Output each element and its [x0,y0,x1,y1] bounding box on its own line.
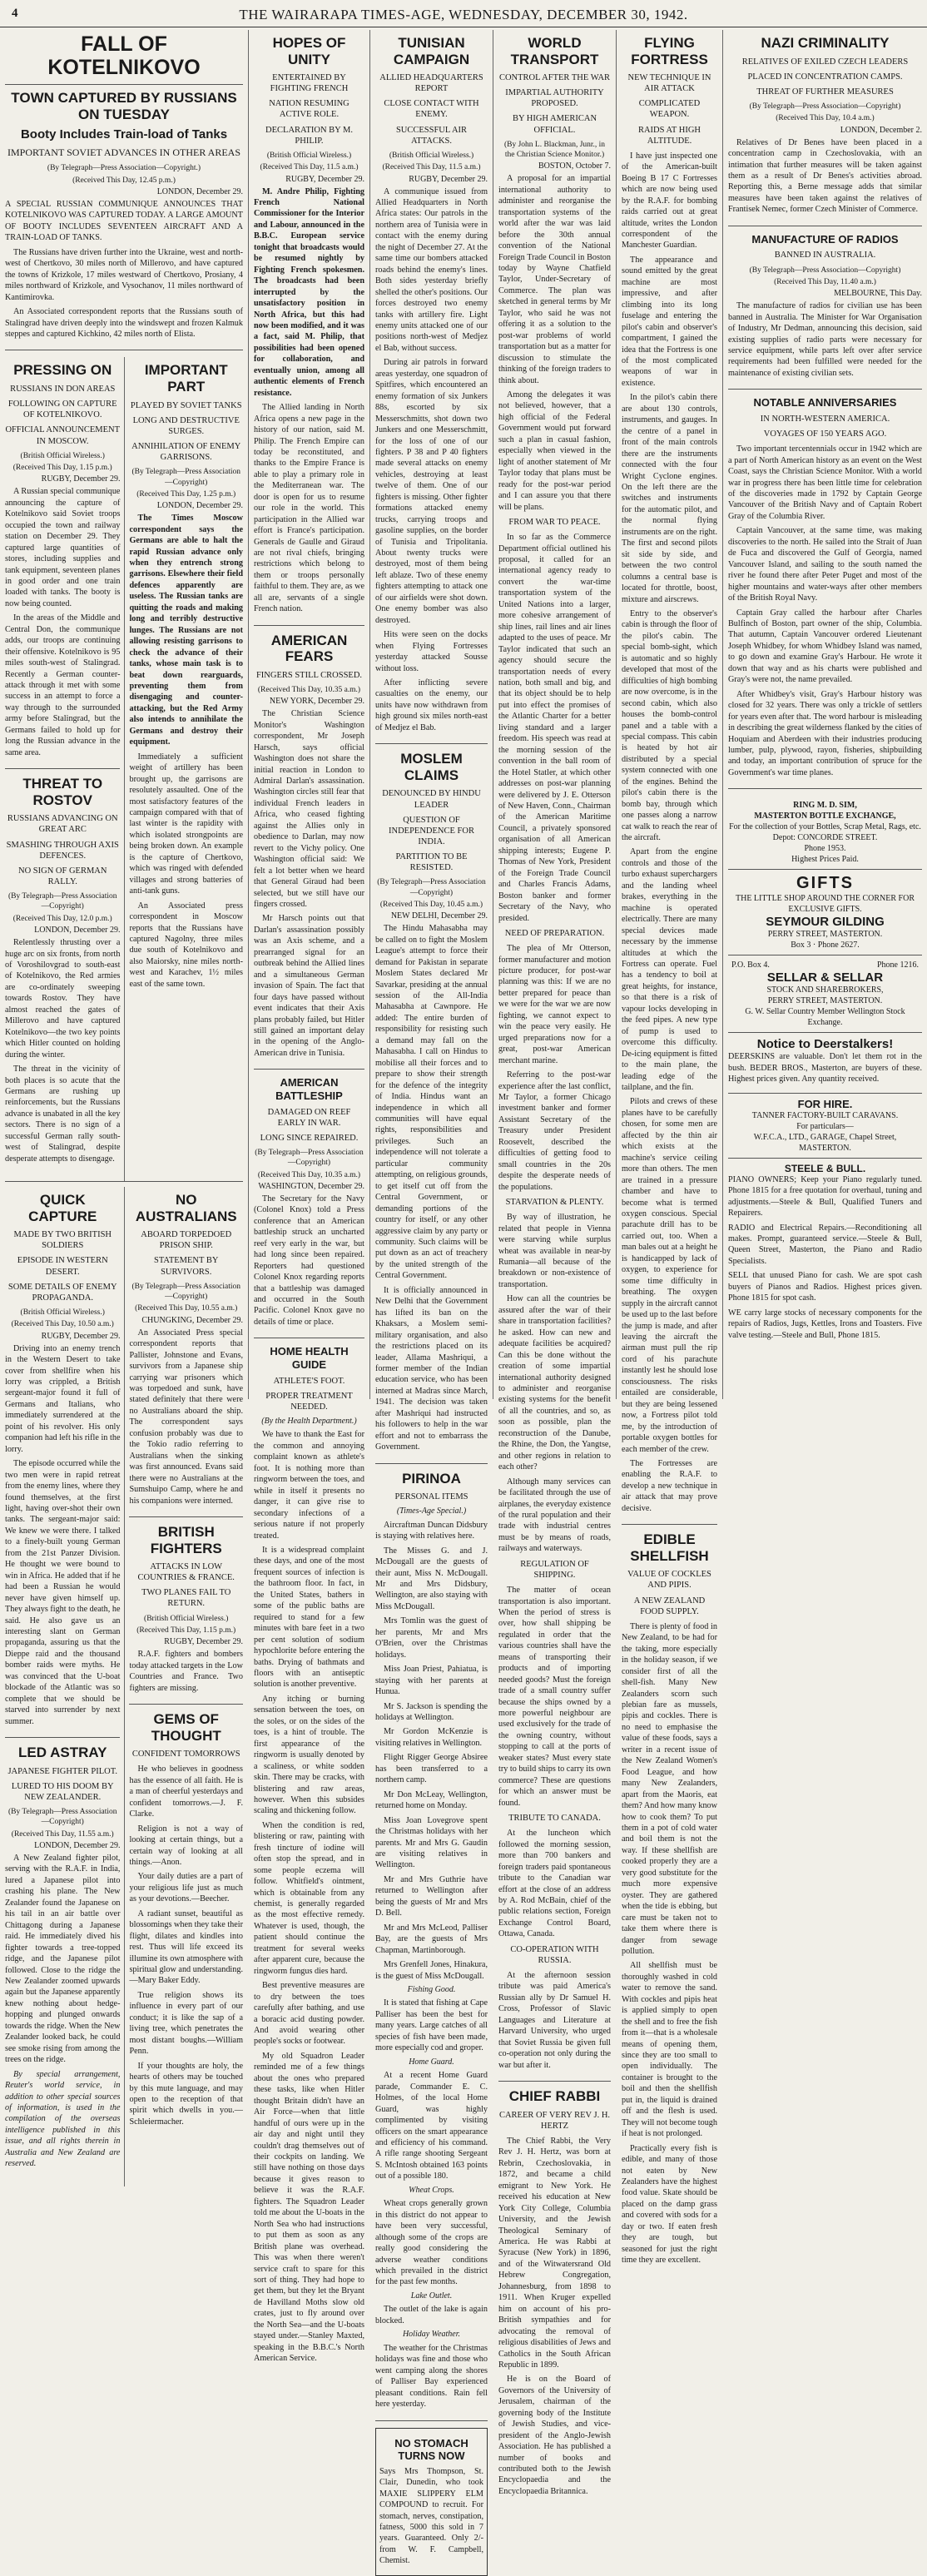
byline: (By the Health Department.) [261,1416,357,1426]
deck: SUCCESSFUL AIR ATTACKS. [395,125,468,146]
paragraph: Captain Vancouver, at the same time, was making discoveries to the north. He sailed into the Strait of Juan de Fuca and discovered the Gulf of Georgia, named Vancouver Island, and sailing to the south named the river he found there after Peter Puget and most of the higher mountains and water-ways after other members of the British Royal Navy. [728,526,922,603]
credit: (British Official Wireless.) [20,1308,105,1317]
headline: MOSLEM CLAIMS [400,751,463,783]
deck: JAPANESE FIGHTER PILOT. [7,1766,118,1776]
column-6 [616,30,722,2266]
received: (Received This Day, 12.0 p.m.) [12,914,112,923]
deck: LONG AND DESTRUCTIVE SURGES. [132,415,240,436]
headline: HOME HEALTH GUIDE [270,1345,349,1371]
ad-line: G. W. Sellar Country Member Wellington Stock Exchange. [745,1007,905,1028]
page-number: 4 [12,7,18,20]
paragraph: Two important tercentennials occur in 1942 which are a part of North American history as an event on the West Coast, says the Christian Science Monitor. With a world war in progress there has been little time for celebration of the discoveries made in 1792 by Captain George Vancouver of the British Navy and of Captain Robert Gray of the Columbia River. [728,444,922,521]
deck: VOYAGES OF 150 YEARS AGO. [763,429,887,439]
ad-line: STOCK AND SHAREBROKERS, [766,985,884,995]
deck: CLOSE CONTACT WITH ENEMY. [384,99,479,120]
dateline: RUGBY, December 29. [41,1331,121,1341]
masthead [0,0,927,27]
credit: (By Telegraph—Press Association—Copyright) [377,878,486,897]
subhead: FROM WAR TO PEACE. [508,518,601,527]
ad-line: SELLAR & SELLAR [766,970,884,985]
ad-deerstalkers [728,1033,922,1093]
column-1 [0,30,248,2169]
deck: RUSSIANS ADVANCING ON GREAT ARC [7,814,118,835]
deck: Booty Includes Train-load of Tanks [20,127,228,142]
dateline: RUGBY, December 29. [41,474,121,484]
dateline: LONDON, December 29. [156,187,243,197]
credit: (By Telegraph—Press Association—Copyright) [749,102,901,111]
ad-line: SEYMOUR GILDING [766,915,885,930]
paragraph: Mr Gordon McKenzie is visiting relatives in Wellington. [375,1727,488,1748]
paragraph: My old Squadron Leader reminded me of a few things about the ones who prepared these tasks, like when Hitler thought Britain didn't have an Air Force—when that little handful of ours were up in the air day and night until they couldn't drag themselves out of their cockpits on landing. We still have nothing on those days because it gives reason to believe it was the R.A.F. fighters. The Squadron Leader told me about the U-boats in the North Sea who had instructions to put them as soon as any British plane was overhead. This was when there weren't service craft to spare for this sort of thing. They had hope to get them, but they let the Bryant de Havilland Moths slow old crates, just to fly around over the North Sea—and the U-boats stayed under.—Stanley Maxted, speaking in the B.B.C.'s North American Service. [254,2051,364,2364]
sub-column-right [125,357,243,1181]
deck: ATTACKS IN LOW COUNTRIES & FRANCE. [137,1562,235,1583]
subhead: NEED OF PREPARATION. [504,928,605,938]
subhead: STARVATION & PLENTY. [505,1198,604,1208]
article-world-transport [498,35,611,2082]
received: (Received This Day, 10.35 a.m.) [257,1170,361,1179]
article-american-fears [254,633,364,1070]
paragraph: A radiant sunset, beautiful as blossomings when they take their flight, dilates and kindles into rest. Thus will life exceed its illumine its own atmosphere with spiritual glow and understanding.—Mary Baker Eddy. [129,1908,243,1986]
column-3 [248,30,369,2364]
paragraph: The Misses G. and J. McDougall are the guests of their aunt, Miss N. McDougall. Mr and Mrs Didsbury, Wellington, are also staying with Miss McDougall. [375,1546,488,1611]
article-home-health-guide [254,1345,364,2374]
dateline: NEW DELHI, December 29. [390,911,488,921]
paragraph: When the condition is red, blistering or raw, painting with fresh tincture of iodine will often stop the spread, and in some people eczema will follow. Whitfield's ointment, which is obtainable from any chemist, is generally regarded as the most effective remedy. Whatever is used, though, the patient should continue the treatment for several weeks after apparent cure, because the ringworm fungus dies hard. [254,1820,364,1976]
article-notable-anniversaries [728,396,922,789]
subhead: CO-OPERATION WITH RUSSIA. [510,1944,599,1965]
headline: CHIEF RABBI [508,2088,601,2105]
dateline: RUGBY, December 29. [285,174,364,184]
deck: LURED TO HIS DOOM BY NEW ZEALANDER. [11,1781,114,1802]
ad-sellar [728,955,922,1033]
credit: (British Official Wireless.) [20,451,105,460]
dateline: LONDON, December 2. [840,125,922,135]
deck: RUSSIANS IN DON AREAS [10,385,116,395]
headline: GEMS OF THOUGHT [151,1711,221,1744]
received: (Received This Day, 11.5 a.m.) [260,163,359,172]
deck: A NEW ZEALAND FOOD SUPPLY. [633,1596,706,1616]
paragraph: In the pilot's cabin there are about 130 controls, instruments, and gauges. In the centre of a panel in front of the main controls there are the instruments connected with the four Wright Cyclone engines. On the left there are the switches and instruments for the automatic pilot, and the normal flying instruments are on the right. The first and second pilots sit side by side, and between the two control columns a central base is located for throttle, boost, mixture and airscrews. [622,393,717,604]
paragraph: After Whidbey's visit, Gray's Harbour history was closed for 32 years. There was only a trickle of settlers for years even after that. The word harbour is misleading in describing the great wilderness flanked by the cities of Hoquiam and Aberdeen with their industries producing lumber, pulp, plywood, rayon, fisheries, shipbuilding and today, an important contribution of spruce for the Government's war time planes. [728,689,922,777]
sub-column-right [125,1187,243,2186]
deck: DAMAGED ON REEF EARLY IN WAR. [267,1107,351,1128]
paragraph: At a recent Home Guard parade, Commander E. C. Holmes, of the local Home Guard, was highly complimented by visiting officers on the smart appearance and efficiency of his command. A rifle range shooting Sergeant S. McIntosh obtained 163 points out of a possible 180. [375,2071,488,2181]
paragraph: The Secretary for the Navy (Colonel Knox) told a Press conference that an American battleship struck an uncharted reef very early in the war, but had long since been repaired. Reporters had questioned Colonel Knox regarding reports that a battleship was damaged and occurred in the South Pacific. Colonel Knox gave no details of time or place. [254,1194,364,1327]
ad-line: Highest Prices Paid. [791,855,859,865]
paragraph: The threat in the vicinity of both places is so acute that the Germans are rushing up reinforcements, but the Russians advance is unabated in all the key sectors. There is no sign of a successful German rally south-west of Stalingrad, despite desperate attempts to disengage. [5,1065,121,1164]
deck: FOLLOWING ON CAPTURE OF KOTELNIKOVO. [7,400,117,420]
reserved-note: By special arrangement, Reuter's world service, in addition to other special sources of information, is used in the compilation of the overseas intelligence published in this issue, and all rights therein in Australia and New Zealand are reserved. [5,2069,121,2169]
ad-line: For particulars— [796,1121,854,1131]
ad-line [728,960,922,970]
deck: NATION RESUMING ACTIVE ROLE. [269,99,349,120]
deck: LONG SINCE REPAIRED. [260,1133,359,1143]
headline: BRITISH FIGHTERS [150,1524,222,1556]
deck: IMPORTANT SOVIET ADVANCES IN OTHER AREAS [7,146,240,159]
paragraph: Referring to the post-war experience after the last conflict, Mr Taylor, a former Chicago investment banker and former Assistant Secretary of the Treasury under President Roosevelt, described the difficulties of getting food to small countries in the 20s despite the desperate needs of the populations. [498,1070,611,1192]
paragraph: Mrs Grenfell Jones, Hinakura, is the guest of Miss McDougall. [375,1960,488,1981]
paragraph: The Fortresses are enabling the R.A.F. to develop a new technique in air attack that may prove decisive. [622,1458,717,1513]
received: (Received This Day, 10.35 a.m.) [257,685,361,694]
column-7 [722,30,927,1399]
deck: BANNED IN AUSTRALIA. [774,251,876,261]
deck: QUESTION OF INDEPENDENCE FOR INDIA. [389,815,474,846]
ad-headline: NO STOMACH TURNS NOW [394,2436,468,2463]
article-gems-of-thought [129,1711,243,2137]
credit: (British Official Wireless.) [266,151,352,160]
deck: PLACED IN CONCENTRATION CAMPS. [747,72,903,82]
headline: PIRINOA [402,1470,461,1487]
ad-line: THE LITTLE SHOP AROUND THE CORNER FOR EXCLUSIVE GIFTS. [735,894,915,915]
deck: ATHLETE'S FOOT. [273,1376,345,1386]
paragraph: At the afternoon session tribute was paid America's Russian ally by Dr Samuel H. Cross, Professor of Slavic Languages and Literature at Harvard University, who urged that Soviet Russia be given full co-operation not only during the war but after it. [498,1971,611,2070]
deck: STATEMENT BY SURVIVORS. [154,1256,219,1277]
credit: (By John L. Blackman, Junr., in the Christian Science Monitor.) [503,140,606,160]
deck: TOWN CAPTURED BY RUSSIANS ON TUESDAY [11,90,237,122]
ad-line: Depot: CONCORDE STREET. [772,833,878,843]
paragraph: All shellfish must be thoroughly washed in cold water to remove the sand. With cockles and pipis heat is applied simply to open the shell and to free the fish from it—that is a wholesale means of opening them, since they are too small to open individually. The container is brought to the boil and then the shellfish put in, the liquid is drained off and the flesh is used. They will not become tough if heat is not prolonged. [622,1961,717,2139]
paragraph: Wheat crops generally grown in this district do not appear to have been very successful, although some of the crops are really good considering the adverse weather conditions which prevailed in the district for the past few months. [375,2199,488,2287]
deck: FINGERS STILL CROSSED. [255,670,363,680]
deck: ENTERTAINED BY FIGHTING FRENCH [270,73,349,94]
ad-line: Box 3 · Phone 2627. [791,941,860,950]
article-edible-shellfish [622,1531,717,2276]
deck: ABOARD TORPEDOED PRISON SHIP. [141,1230,232,1251]
paragraph: The outlet of the lake is again blocked. [375,2305,488,2325]
deck: CONFIDENT TOMORROWS [131,1750,240,1760]
article-led-astray [5,1745,120,2180]
deck: ANNIHILATION OF ENEMY GARRISONS. [131,441,241,463]
dateline: CHUNGKING, December 29. [141,1315,243,1325]
paragraph: After inflicting severe casualties on the enemy, our units have now withdrawn from high ground six miles north-east of Medjez el Bab. [375,678,488,732]
deck: NO SIGN OF GERMAN RALLY. [18,866,107,886]
headline: AMERICAN BATTLESHIP [275,1076,343,1102]
paragraph: The plea of Mr Otterson, former manufacturer and motion picture producer, for post-war planning was this: If we are no better prepared for peace than we were for the war we are now fighting, we cannot expect to win the peace very easily. He urged preparations now for a great, post-war American merchant marine. [498,944,611,1065]
paragraph: Although many services can be facilitated through the use of airplanes, the everyday existence of the rural population and their trade with industrial centres must be by means of roads, railways and waterways. [498,1477,611,1554]
ad-phone: Phone 1216. [877,960,919,970]
credit: (By Telegraph—Press Association—Copyright) [7,892,117,911]
subhead: Lake Outlet. [410,2291,453,2301]
headline: HOPES OF UNITY [272,35,346,67]
paragraph: Captain Gray called the harbour after Charles Bulfinch of Boston, part owner of the ship, Columbia. That autumn, Captain Vancouver ordered Lieutenant Joseph Whidbey, for whom Whidbey Island was named, to go down and examine Gray's Harbour. He wrote it down that way and as his charts were published and Gray's were not, the name prevailed. [728,608,922,685]
paragraph: In the areas of the Middle and Central Don, the communique adds, our troops are continuing their offensive. Kotelnikovo is 95 miles south-west of Stalingrad. Recently a German counter-attack through it met with some success in an attempt to force a way through to the surrounded army before Stalingrad, but the Germans failed to hold up for long the Russian advance in the same area. [5,613,121,757]
ad-text: WE carry large stocks of necessary components for the repairs of Radios, Jugs, Kettles, Irons and Toasters. Five valve testing.—Steele and Bull, Phone 1815. [728,1308,922,1340]
received: (Received This Day, 10.55 a.m.) [135,1304,238,1313]
ad-text: DEERSKINS are valuable. Don't let them rot in the bush. BEDER BROS., Masterton, are buyers of these. Highest prices given. Any quantity received. [728,1052,922,1085]
column-5 [493,30,616,2496]
paragraph: We have to thank the East for the common and annoying complaint known as athlete's foot. It is nothing more than ringworm between the toes, and while in itself it presents no danger, it can give rise to secondary infections of a serious nature if not properly treated. [254,1430,364,1541]
headline: FALL OF KOTELNIKOVO [47,32,201,79]
ad-bottle-exchange [728,796,922,870]
article-british-fighters [129,1524,243,1705]
paragraph: The appearance and sound emitted by the great machine are most impressive, and after climbing into its long fuselage and entering the pilot's cabin and observer's compartment, I gained the idea that the Fortress is one of the most complicated weapons of war in existence. [622,255,717,388]
headline: TUNISIAN CAMPAIGN [393,35,470,67]
deck: SOME DETAILS OF ENEMY PROPAGANDA. [7,1282,117,1303]
paragraph: The Times Moscow correspondent says the Germans are able to halt the rapid Russian advance only when they entrench strong garrisons. Elsewhere their field defences apparently are useless. The Russian tanks are quitting the roads and making long and terribly destructive lunges. The Russians are not allowing resisting garrisons to check the advance of their tanks, whose main task is to beat down rearguards, preventing them from disengaging and counter-attacking, but the Red Army also intends to annihilate the Germans and destroy their equipment. [129,514,243,747]
deck: PERSONAL ITEMS [394,1492,468,1502]
paragraph: Driving into an enemy trench in the Western Desert to take cover from shellfire when his lorry was crippled, a British sergeant-major found it full of Germans and Italians, who immediately surrendered at the point of his revolver. His only companion had left his rifle in the lorry. [5,1343,121,1454]
article-no-australians [129,1192,243,1517]
dateline: LONDON, December 29. [156,501,243,511]
ad-text: SELL that unused Piano for cash. We are spot cash buyers of Pianos and Radios. Highest prices given. Phone 1815 for spot cash. [728,1271,922,1303]
byline: (Times-Age Special.) [396,1506,467,1516]
paragraph: The manufacture of radios for civilian use has been banned in Australia. The Minister for War Organisation of Industry, Mr Dedman, announcing this decision, said existing supplies of radio parts were necessary for service equipment, while parts left over after service requirements had been fulfilled were needed for the maintenance of existing civilian sets. [728,301,922,378]
dateline: RUGBY, December 29. [164,1637,243,1647]
ad-line: RING M. D. SIM, [793,801,857,811]
ad-line: W.F.C.A., LTD., GARAGE, Chapel Street, MASTERTON. [753,1132,897,1153]
paragraph: During air patrols in forward areas yesterday, one squadron of Spitfires, which encountered an enemy formation of six Junkers 88s, escorted by six Messerschmitts, shot down two Junkers and one Messerschmitt, for the loss of one of our fighters. P 38 and P 40 fighters made several attacks on enemy vehicles, destroying at least twelve of them. One of our fighters is missing. Other fighter formations attacked enemy trucks, carrying troops and gasoline supplies, on the border of Tunisia and Tripolitania. About twenty trucks were destroyed, most of them being left ablaze. Two of these enemy fighters attempting to attack one of our airfields were shot down. One enemy bomber was also destroyed. [375,358,488,625]
deck: NEW TECHNIQUE IN AIR ATTACK [627,73,711,94]
paragraph: If your thoughts are holy, the hearts of others may be touched by this mute language, and may open to the reception of that spirit which dwells in you.—Schleiermacher. [129,2061,243,2127]
ad-text: PIANO OWNERS; Keep your Piano regularly tuned. Phone 1815 for a free quotation for overhaul, tuning and adjustments.—Steele & Bull, Qualified Tuners and Repairers. [728,1174,922,1219]
article-tunisian-campaign [375,35,488,744]
headline: AMERICAN FEARS [270,632,348,665]
received: (Received This Day, 1.25 p.m.) [136,489,236,499]
paragraph: Entry to the observer's cabin is through the floor of the pilot's cabin. The special bomb-sight, which is automatic and so highly developed that most of the difficulties of high bombing are now overcome, is in the second cabin, which also houses the bomb-control panel and a table with a special compass. This cabin is heated by hot air distributed by a special system connected with one of the engines. Behind the pilot's cabin there is the bomb bay, through which one passes along a narrow cat walk to reach the rear of the aircraft. [622,608,717,843]
ad-line: TANNER FACTORY-BUILT CARAVANS. [751,1110,899,1120]
deck: IN NORTH-WESTERN AMERICA. [760,414,890,424]
paragraph: It is officially announced in New Delhi that the Government has lifted its ban on the Khaksars, a Moslem semi-military organisation, and also the restrictions placed on its leader, Allama Mashriqui, a former member of the Indian education service, who has been interned at Madras since March, 1941. The decision was taken after Mashriqui had instructed his followers to help in the war effort and not to embarrass the Government. [375,1285,488,1452]
received: (Received This Day, 10.4 a.m.) [776,114,875,123]
paragraph: Any itching or burning sensation between the toes, on the soles, or on the sides of the toes, is a hint of trouble. The first appearance of the ringworm is usually denoted by a scaliness, or white sodden skin. There may be cracks, with blistering and raw areas, however. When this subsides scaling and thickening follow. [254,1694,364,1816]
headline: NAZI CRIMINALITY [761,35,890,51]
article-chief-rabbi [498,2088,611,2507]
paragraph: Your daily duties are a part of your religious life just as much as your devotions.—Beecher. [129,1872,243,1904]
deck: BY HIGH AMERICAN OFFICIAL. [512,114,597,135]
credit: (British Official Wireless.) [144,1614,229,1623]
headline: NOTABLE ANNIVERSARIES [753,396,897,409]
article-nazi-criminality [728,35,922,226]
credit: (By Telegraph—Press Association—Copyright) [749,266,901,275]
dateline: LONDON, December 29. [34,926,121,936]
paragraph: He who believes in goodness has the essence of all faith. He is a man of cheerful yesterdays and confident tomorrows.—J. F. Clarke. [129,1764,243,1819]
received: (Received This Day, 10.50 a.m.) [11,1320,114,1329]
article-important-part [129,362,243,1000]
paragraph: Miss Joan Lovegrove spent the Christmas holidays with her parents. Mr and Mrs G. Gaudin are visiting relatives in Wellington. [375,1815,488,1870]
deck: THREAT OF FURTHER MEASURES [756,87,894,97]
paragraph: The Allied landing in North Africa opens a new page in the history of our nation, said M. Philip. The French Empire can today be reconstituted, and thanks to the Empire France is able to play a primary role in the Mediterranean war. The door is open for us to resume our role in the world. This participation in the Allied war effort is France's participation. Generals de Gaulle and Giraud are not rival chiefs, bringing restrictions which belong to them or troops personally faithful to them. They are, as we all are, servants of a single French nation. [254,403,364,614]
lead-paragraph: A SPECIAL RUSSIAN COMMUNIQUE ANNOUNCES THAT KOTELNIKOVO WAS CAPTURED TODAY. A LARGE AMOUNT OF BOOTY INCLUDES SEVENTEEN AIRCRAFT AND A TRAIN-LOAD OF TANKS. [5,200,243,243]
credit: (By Telegraph—Press Association—Copyright) [255,1148,364,1168]
paragraph: The Hindu Mahasabha may be called on to fight the Moslem League's attempt to force their demand for Pakistan in separate Moslem States declared Mr Savarkar, presiding at the annual session of the All-India Mahasabha at Cawnpore. He added: The entire burden of responsibility for resisting such a demand may fall on the Mahasabha. I call on Hindus to mobilise all their forces and to prepare to show their strength for the defence of the integrity of India. Hindus want an independence in which all communities will have equal rights, responsibilities and privileges. Such an independence will not tolerate a particular community attempting, on religious grounds, to get itself cut off from the Central Government, or demanding portions of the country for itself, or any other aggressive claim by any party or community. Such claims will be put down as an act of treachery by the united strength of the Central Government. [375,924,488,1281]
paragraph: Miss Joan Priest, Pahiatua, is staying with her parents at Hunua. [375,1665,488,1697]
deck: PARTITION TO BE RESISTED. [395,852,468,873]
credit: (By Telegraph—Press Association—Copyright) [7,1808,117,1827]
dateline: MELBOURNE, This Day. [834,289,922,299]
article-manufacture-of-radios [728,233,922,390]
ad-po-box: P.O. Box 4. [731,960,770,970]
credit: (By Telegraph—Press Association—Copyright.) [47,164,201,173]
deck: OFFICIAL ANNOUNCEMENT IN MOSCOW. [5,425,121,446]
deck: COMPLICATED WEAPON. [638,99,701,120]
headline: IMPORTANT PART [144,362,228,395]
paragraph: Pilots and crews of these planes have to be carefully chosen, for some men are affected by the thin air which exists at the machine's service ceiling more than others. The men are trained in a pressure chamber and have to become what is termed oxygen conscious. Special parachute drill has to be carried out, too. When a man bales out at a height he is handicapped by lack of oxygen, to experience for some time difficulty in breathing. The oxygen supply in the aircraft cannot be used up to the last before the jump is made, and after leaving the aircraft the airman must pull the rip cord of his parachute instantly lest he should lose consciousness. The risks entailed are considerable, but they are being lessened now, a Fortress pilot told me, by the introduction of portable oxygen bottles for each member of the crew. [622,1097,717,1454]
paragraph: R.A.F. fighters and bombers today attacked targets in the Low Countries and France. Two fighters are missing. [129,1650,243,1693]
ad-text: RADIO and Electrical Repairs.—Reconditioning all makes. Prompt, guaranteed service.—Steele & Bull, Queen Street, Masterton, the Piano and Radio Specialists. [728,1223,922,1266]
article-pirinoa [375,1471,488,2421]
sub-column-left [5,357,125,1181]
deck: EPISODE IN WESTERN DESERT. [17,1256,108,1277]
deck: PROPER TREATMENT NEEDED. [265,1391,353,1412]
deck: CAREER OF VERY REV J. H. HERTZ [498,2110,611,2131]
article-threat-to-rostov [5,776,120,1174]
received: (Received This Day, 11.40 a.m.) [774,277,876,286]
ad-steele-and-bull [728,1159,922,1348]
deck: DECLARATION BY M. PHILIP. [265,125,353,146]
paragraph: An Associated Press special correspondent reports that Pallister, Johnstone and Evans, survivors from a Japanese ship carrying war prisoners which was torpedoed and sunk, have stated definitely that there were no Australians aboard the ship. The correspondent says confusion probably was due to the Tokio radio referring to Australians when the sinking was first announced. Evans said there were no Australians at the Sumshuipo Camp, where he and his companions were interned. [129,1328,243,1506]
deck: RAIDS AT HIGH ALTITUDE. [637,125,701,146]
received: (Received This Day, 1.15 p.m.) [136,1626,236,1635]
headline: MANUFACTURE OF RADIOS [751,232,899,246]
dateline: RUGBY, December 29. [409,174,488,184]
article-flying-fortress [622,35,717,1525]
paragraph: Mr Harsch points out that Darlan's assassination possibly was an Axis scheme, and a prearranged signal for an outbreak behind the Allied lines and a simultaneous German invasion of Spain. The fact that four days have passed without event indicates that their Axis plans probably failed, but Hitler still gained an important delay in the opening of the Anglo-American drive in Tunisia. [254,914,364,1058]
paragraph: Mr and Mrs McLeod, Palliser Bay, are the guests of Mrs Chapman, Martinborough. [375,1923,488,1955]
paragraph: A communique issued from Allied Headquarters in North Africa states: Our patrols in the northern area of Tunisia were in contact with the enemy during the night of December 27. At the same time our bombers attacked roads behind the enemy's lines. Both sides yesterday briefly shelled the other's positions. Our forces destroyed two enemy tanks with artillery fire. Light enemy units attacked one of our positions north-west of Medjez el Bab, without success. [375,186,488,353]
paragraph: Mr Don McLeay, Wellington, returned home on Monday. [375,1789,488,1811]
advertisement-slippery-elm [375,2428,488,2576]
ad-line: Phone 1953. [804,844,846,854]
deck: VALUE OF COCKLES AND PIPIS. [627,1570,711,1591]
paragraph: Hits were seen on the docks when Flying Fortresses yesterday attacked Sousse without loss. [375,630,488,673]
headline: FLYING FORTRESS [631,35,708,67]
paragraph: A Russian special communique announcing the capture of Kotelnikovo said Soviet troops occupied the town and railway station on December 29. They captured large quantities of stores, including supplies and tank equipment, seventeen planes in good order and one train loaded with tanks. The booty is now being counted. [5,487,121,608]
paragraph: Mr and Mrs Guthrie have returned to Wellington after being the guests of Mr and Mrs D. Bell. [375,1874,488,1918]
masthead-title: THE WAIRARAPA TIMES-AGE, WEDNESDAY, DECEMBER 30, 1942. [239,7,688,22]
ad-text: Says Mrs Thompson, St. Clair, Dunedin, who took MAXIE SLIPPERY ELM COMPOUND to recruit. For stomach, nerves, constipation, fatness, 5000 this sold in 7 years. Guaranteed. Only 2/- from W. F. Campbell, Chemist. [379,2466,483,2566]
dateline: BOSTON, October 7. [538,161,611,171]
received: (Received This Day, 11.55 a.m.) [11,1829,114,1839]
paragraph: The episode occurred while the two men were in rapid retreat from the enemy lines, where they found themselves, at the first light, having over-shot their own tanks. The sergeant-major said: We knew we were there. I talked to a finely-built young German from the 21st Panzer Division. He thought we were bound to win in Africa. He added that if he had been a Russian he would never have given himself up. They always fight to the death, he said. He also gave us an interesting slant on German propaganda, assuring us that the Dieppe raid and the thousand bomber raids were myths. He was convinced that the U-boat blockade of the Atlantic was so complete that we should be starved into surrender by next summer. [5,1459,121,1726]
paragraph: Mr S. Jackson is spending the holidays at Wellington. [375,1701,488,1722]
paragraph: Relatives of Dr Benes have been placed in a concentration camp in Czechoslovakia, with an intimation that further measures will be taken against them as a result of Dr Benes's activities abroad. Reporting this, a Berne message adds that similar measures have been taken against the relatives of Frantisek Nemec, former Czech Minister of Commerce. [728,137,922,215]
paragraph: Immediately a sufficient weight of artillery has been brought up, the garrisons are resolutely assaulted. One of the most satisfactory features of the campaign compared with that of last winter is the rapidity with which isolated strongpoints are being broken down. An example is the capture of Chertkovo, which was ringed with defended villages and strong batteries of anti-tank guns. [129,752,243,896]
ad-headline: FOR HIRE. [797,1097,853,1110]
sub-column-left [5,1187,125,2186]
ad-headline: GIFTS [796,874,854,893]
paragraph: The weather for the Christmas holidays was fine and those who went camping along the shores of Palliser Bay experienced pleasant conditions. Rain fell here yesterday. [375,2343,488,2410]
paragraph: The Russians have driven further into the Ukraine, west and north-west of Chertkovo, 30 miles north of Millerovo, and have captured the towns of Krizkole, 17 miles westward of Chertkovo, Prosiany, 4 miles northward of Krizkole, and Vysochanov, 11 miles northward of Kantimirovka. [5,247,243,302]
paragraph: An Associated correspondent reports that the Russians south of Stalingrad have driven deeply into the windswept and frozen Kalmuk steppes and captured Kichkino, 42 miles north of Elista. [5,307,243,340]
article-hopes-of-unity [254,35,364,626]
deck: DENOUNCED BY HINDU LEADER [382,789,481,810]
headline: THREAT TO ROSTOV [22,776,103,808]
article-fall-of-kotelnikovo [5,33,243,350]
article-american-battleship [254,1076,364,1338]
headline: LED ASTRAY [18,1745,107,1761]
credit: (British Official Wireless.) [389,151,474,160]
paragraph: Practically every fish is edible, and many of those not eaten by New Zealanders have the highest food value. Skate should be placed on the damp grass and covered with sods for a day or two. If eaten fresh they are tough, but seasoned for just the right time they are excellent. [622,2143,717,2266]
paragraph: Religion is not a way of looking at certain things, but a certain way of looking at all things.—Anon. [129,1824,243,1867]
deck: CONTROL AFTER THE WAR [498,73,611,83]
article-moslem-claims [375,751,488,1463]
paragraph: Best preventive measures are to dry between the toes carefully after bathing, and use a boracic acid dusting powder. And avoid wearing other people's socks or footwear. [254,1981,364,2047]
paragraph: The Chief Rabbi, the Very Rev J. H. Hertz, was born at Rebrin, Czechoslovakia, in 1872, and became a child emigrant to New York. He received his education at New York City College, Columbia University, and the Jewish Theological Seminary of America. He was Rabbi at Syracuse (New York) in 1896, and of the Witwatersrand Old Hebrew Congregation, Johannesburg, from 1898 to 1911. When Kruger expelled him on account of his pro-British sympathies and for advocating the removal of religious disabilities of Jews and Catholics in the South African Republic in 1899. [498,2136,611,2370]
subhead: Home Guard. [409,2057,454,2067]
credit: (By Telegraph—Press Association—Copyright) [131,1282,241,1302]
dateline: WASHINGTON, December 29. [258,1181,364,1191]
deck: IMPARTIAL AUTHORITY PROPOSED. [505,88,604,109]
received: (Received This Day, 1.15 p.m.) [12,463,112,472]
deck: ALLIED HEADQUARTERS REPORT [379,73,483,94]
paragraph: Relentlessly thrusting over a huge arc on six fronts, from north of Voroshilovgrad to south-east of Kotelnikovo, the Red armies are co-ordinately sweeping towards Rostov. They have almost reached the gates of Millerovo and have captured Kotelnikovo—the two key points which Hitler counted on holding during the winter. [5,938,121,1060]
headline: PRESSING ON [13,362,112,379]
paragraph: At the luncheon which followed the morning session, more than 700 bankers and foreign traders paid spontaneous tribute to the Canadian war effort at the close of an address by A. Rod McBain, chief of the public relations section, Foreign Exchange Control Board, Ottawa, Canada. [498,1829,611,1939]
article-quick-capture [5,1192,120,1738]
paragraph: He is on the Board of Governors of the University of Jerusalem, chairman of the governing body of the Institute of Jewish Studies, and vice-president of the Anglo-Jewish Association. He has published a number of books and contributed both to the Jewish Encyclopaedia and the Encyclopaedia Britannica. [498,2375,611,2496]
paragraph: Among the delegates it was not believed, however, that a high official of the Federal Government would put forward such a plan in casual fashion, especially when viewed in the light of another statement of Mr Taylor today that plans must be ready for the post-war period and I can assure you that there will be plans. [498,390,611,512]
paragraph: A proposal for an impartial international authority to administer and reorganise the transportation systems of the world after the war was laid before the 30th annual convention of the National Foreign Trade Council in Boston today by Wayne Chatfield Taylor, Under-Secretary of Commerce. The plan was sketched in general terms by Mr Taylor, who said he was not offering it as a solution to the post-war problems of world transportation but as a matter for discussion to stimulate the thinking of the foreign traders to think about. [498,174,611,385]
subhead: Wheat Crops. [409,2185,454,2195]
divider [5,84,243,85]
deck: RELATIVES OF EXILED CZECH LEADERS [741,57,909,67]
ad-line: For the collection of your Bottles, Scrap Metal, Rags, etc. [729,822,921,832]
received: (Received This Day, 10.45 a.m.) [379,900,483,909]
paragraph: How can all the countries be assured after the war of their share in transportation facilities? he asked. How can new and adequate facilities be acquired? Can this be done without the creation of some impartial international authority designed to administer and reorganise existing systems for the benefit of all the countries, and so, as soon as possible, plan the reconstruction of the Danube, the Rhine, the Don, the Yangtse, and other regions in relation to each other? [498,1294,611,1472]
paragraph: The matter of ocean transportation is also important. When the period of stress is over, how shall shipping be regulated in order that the various countries shall have the means of transporting their products and of importing needed goods? Must the foreign trade of a small country suffer because the ships owned by a more powerful neighbour are used exclusively for the trade of the owning country, without stopping to call at the ports of weaker states? Must every state try to build ships to carry its own commerce? These are questions for which an answer must be found. [498,1586,611,1808]
paragraph: I have just inspected one of the American-built Boeing B 17 C Fortresses which are now being used by the R.A.F. for bombing raids carried out at great altitude, writes the London correspondent of the Manchester Guardian. [622,151,717,251]
subhead: Holiday Weather. [402,2330,461,2340]
paragraph: There is plenty of food in New Zealand, to be had for the taking, more especially in the holiday season, if we consider first of all the shell-fish. Many New Zealanders scorn such plebian fare as mussels, pipis and cockles. There is no need to emphasise the value of these foods, says a writer in a recent issue of the New Zealand Women's Food League, and how many New Zealanders, apart from the Maoris, eat them? And how many know how to cook them? To put them in a pot of cold water and boil them is not the way. If these shellfish are cooked properly they are a very good substitute for the much more expensive oyster. They are gathered when the tide is ebbing, but care must be taken not to take them where there is danger from sewage pollution. [622,1621,717,1956]
deck: MADE BY TWO BRITISH SOLDIERS [13,1230,112,1251]
paragraph: It is a widespread complaint these days, and one of the most frequent sources of infection is the bathroom floor. In fact, in the United States, bathers in some of the public baths are required to stand for a few minutes with bare feet in a two per cent solution of sodium hypochlorite before entering the baths. Drying of bathmats and floors with an antiseptic solution is another preventive. [254,1545,364,1690]
paragraph: True religion shows its influence in every part of our conduct; it is like the sap of a living tree, which penetrates the most distant boughs.—William Penn. [129,1990,243,2057]
headline: EDIBLE SHELLFISH [630,1531,709,1564]
ad-line: PERRY STREET, MASTERTON. [767,930,883,940]
subhead: TRIBUTE TO CANADA. [508,1814,601,1824]
paragraph: By way of illustration, he related that people in Vienna were starving while surplus wheat was available in near-by Rumania—all because of the breakdown or non-existence of transportation. [498,1213,611,1289]
column-4 [369,30,493,2566]
ad-for-hire [728,1094,922,1159]
deck: SMASHING THROUGH AXIS DEFENCES. [6,840,119,861]
ad-line: MASTERTON BOTTLE EXCHANGE, [754,812,896,821]
paragraph: Mrs Tomlin was the guest of her parents, Mr and Mrs O'Brien, over the Christmas holidays. [375,1616,488,1660]
headline: WORLD TRANSPORT [510,35,599,67]
paragraph: In so far as the Commerce Department official outlined his proposal, it called for an international agency ready to convert the war-time transportation system of the United Nations into a larger, more cohesive arrangement of ship lines, rail lines and air lines adapted to the uses of peace. Mr Taylor indicated that such an agency should secure the transportation needs of every nation, both small and big, and that its object should be to help put into effect the promises of the Atlantic Charter for a better living standard and a larger freedom. His speech was read at the morning session of the convention in the ball room of the Hotel Statler, at which other addresses on post-war planning were delivered by J. E. Otterson of New Haven, Conn., Chairman of the American Maritime Council, a privately sponsored organisation of all American shipping interests; Eugene P. Thomas of New York, President of the Foreign Trade Council and Charles Francis Adams, Boston banker and former Secretary of the Navy, who presided. [498,533,611,923]
ad-headline: STEELE & BULL. [784,1162,866,1174]
ad-gifts [728,870,922,955]
paragraph: Flight Rigger George Absiree has been transferred to a northern camp. [375,1753,488,1785]
dateline: NEW YORK, December 29. [269,697,364,707]
credit: (By Telegraph—Press Association—Copyright) [131,468,241,487]
ad-headline: Notice to Deerstalkers! [756,1037,894,1052]
subhead: Fishing Good. [407,1984,456,1994]
dateline: LONDON, December 29. [34,1841,121,1851]
subhead: REGULATION OF SHIPPING. [520,1559,589,1580]
deck: PLAYED BY SOVIET TANKS [130,400,242,410]
paragraph: An Associated press correspondent in Moscow reports that the Russians have captured Nagolny, three miles due south of Kotelnikovo and also Maiorsky, nine miles north-west and Karachev, 1½ miles east of the same town. [129,901,243,989]
deck: TWO PLANES FAIL TO RETURN. [141,1588,231,1609]
paragraph: M. Andre Philip, Fighting French National Commissioner for the Interior and Labour, announced in the B.B.C. European service tonight that broadcasts would be resumed nightly by Fighting French spokesmen. The broadcasts had been interrupted by the unsatisfactory position in North Africa, but this had now been modified, and it was a fact, said M. Philip, that possibilities had been opened for collaboration, and eventually union, among all authentic elements of French resistance. [254,186,364,398]
article-pressing-on [5,362,120,769]
paragraph: Aircraftman Duncan Didsbury is staying with relatives here. [375,1520,488,1541]
paragraph: The Christian Science Monitor's Washington correspondent, Mr Joseph Harsch, says official Washington does not share the initial reaction in London to Admiral Darlan's assassination. Washington circles still fear that individual French leaders in Africa, who ceased fighting against the Allies only in obedience to Darlan, may now revert to the Vichy policy. One Washington official said: We felt a lot better when we heard that General Giraud had been selected, but we still have our fingers crossed. [254,709,364,910]
paragraph: A New Zealand fighter pilot, serving with the R.A.F. in India, lured a Japanese pilot into crashing his plane. The New Zealander found the Japanese on his tail in an air battle over Chittagong during a Japanese raid. He immediately dived his fighter towards a tree-topped ridge, and the Japanese pilot followed. Close to the ridge the New Zealander zoomed upwards again but the Japanese apparently knew nothing about hedge-hopping and plunged onwards towards the ridge. When the New Zealander looked back, he could see smoke rising from among the trees on the ridge. [5,1854,121,2065]
headline: NO AUSTRALIANS [135,1192,237,1224]
paragraph: Apart from the engine controls and those of the turbo exhaust superchargers and the landing wheel brakes, everything in the machine is operated electrically. There are many special devices made necessary by the immense altitudes at which the Fortress can operate. Fuel has a tendency to boil at great heights, for instance, so that there is a risk of vapour locks developing in the feed pipes. A new type of pump is used to overcome this difficulty. De-icing equipment is fitted to the main plane, the leading edge of the tailplane, and the fin. [622,847,717,1092]
received: (Received This Day, 11.5 a.m.) [382,163,481,172]
received: (Received This Day, 12.45 p.m.) [72,176,176,185]
ad-line: PERRY STREET, MASTERTON. [767,996,883,1006]
paragraph: It is stated that fishing at Cape Palliser has been the best for many years. Large catches of all species of fish have been made, more especially cod and groper. [375,1998,488,2053]
headline: QUICK CAPTURE [28,1192,97,1224]
